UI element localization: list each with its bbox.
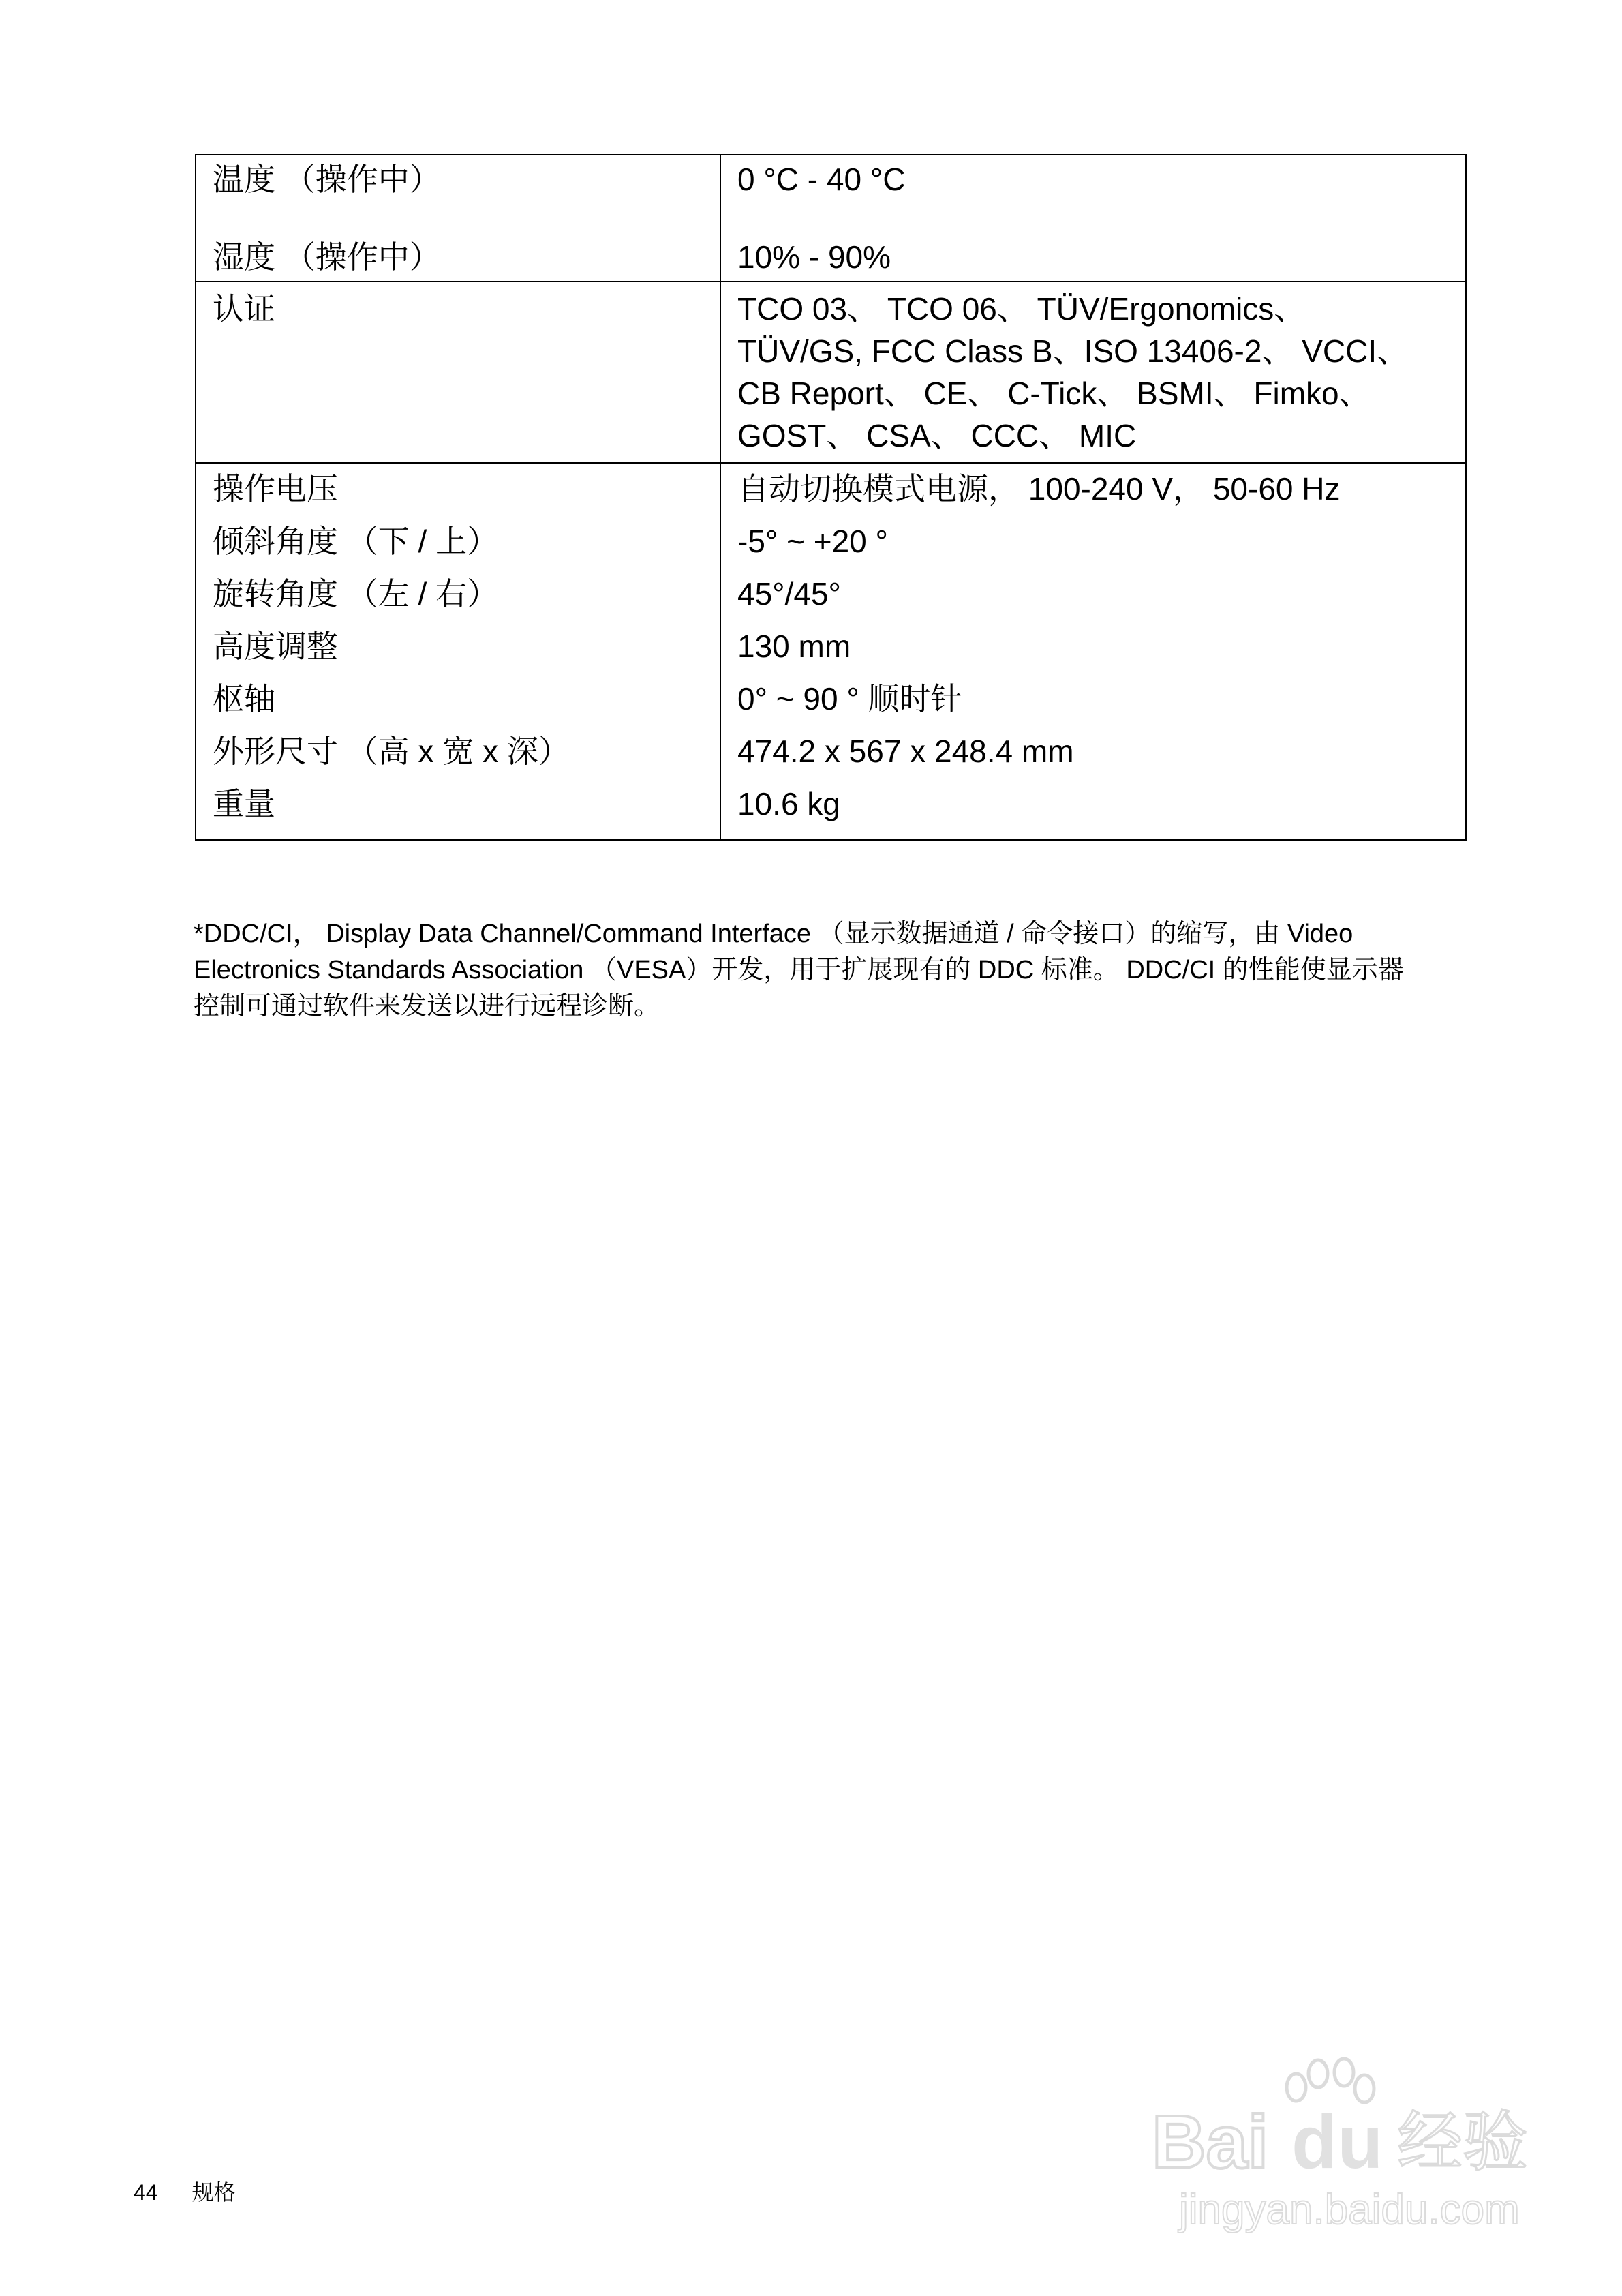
value-cell <box>720 463 1466 840</box>
cert-line: TCO 03、 TCO 06、 TÜV/Ergonomics、 <box>737 291 1306 327</box>
label-tilt: 倾斜角度 （下 / 上） <box>213 524 499 559</box>
footnote <box>194 916 1475 1025</box>
value-swivel: 45°/45° <box>737 576 841 611</box>
table-row-environment <box>196 155 1466 282</box>
svg-text:jingyan.baidu.com: jingyan.baidu.com <box>1179 2186 1520 2233</box>
value-height-adjust: 130 mm <box>737 629 851 664</box>
value-cell <box>720 282 1466 463</box>
value-weight: 10.6 kg <box>737 786 840 821</box>
footnote-line: *DDC/CI， Display Data Channel/Command Interface （显示数据通道 / 命令接口）的缩写，由 Video <box>194 920 1353 948</box>
value-temperature: 0 °C - 40 °C <box>737 162 906 197</box>
svg-text:Bai: Bai <box>1152 2100 1269 2184</box>
value-voltage: 自动切换模式电源， 100-240 V， 50-60 Hz <box>737 471 1341 507</box>
label-temperature: 温度 （操作中） <box>213 162 441 197</box>
label-cell <box>196 155 720 282</box>
label-certification: 认证 <box>213 291 275 327</box>
value-tilt: -5° ~ +20 ° <box>737 524 888 559</box>
label-dimensions: 外形尺寸 （高 x 宽 x 深） <box>213 734 570 769</box>
page-number: 44 <box>134 2180 158 2205</box>
label-swivel: 旋转角度 （左 / 右） <box>213 576 499 611</box>
label-height-adjust: 高度调整 <box>213 629 338 664</box>
label-weight: 重量 <box>213 786 275 821</box>
label-cell <box>196 463 720 840</box>
value-pivot: 0° ~ 90 ° 顺时针 <box>737 681 962 716</box>
table-row-certification <box>196 282 1466 463</box>
table-row-mechanical <box>196 463 1466 840</box>
label-cell <box>196 282 720 463</box>
value-humidity: 10% - 90% <box>737 239 891 275</box>
section-name: 规格 <box>192 2180 236 2205</box>
spec-table <box>195 154 1467 841</box>
label-voltage: 操作电压 <box>213 471 338 507</box>
svg-text:du: du <box>1291 2100 1383 2184</box>
cert-line: CB Report、 CE、 C-Tick、 BSMI、 Fimko、 <box>737 376 1371 411</box>
footnote-line: Electronics Standards Association （VESA）开发，用于扩展现有的 DDC 标准。 DDC/CI 的性能使显示器 <box>194 956 1404 984</box>
cert-line: TÜV/GS, FCC Class B、ISO 13406-2、 VCCI、 <box>737 333 1409 369</box>
value-dimensions: 474.2 x 567 x 248.4 mm <box>737 734 1074 769</box>
svg-text:经验: 经验 <box>1397 2104 1528 2180</box>
cert-line: GOST、 CSA、 CCC、 MIC <box>737 418 1137 453</box>
value-cell <box>720 155 1466 282</box>
page-footer <box>134 2179 270 2206</box>
footnote-line: 控制可通过软件来发送以进行远程诊断。 <box>194 992 660 1021</box>
label-pivot: 枢轴 <box>213 681 275 716</box>
label-humidity: 湿度 （操作中） <box>213 239 441 275</box>
baidu-jingyan-watermark <box>1152 2038 1561 2243</box>
